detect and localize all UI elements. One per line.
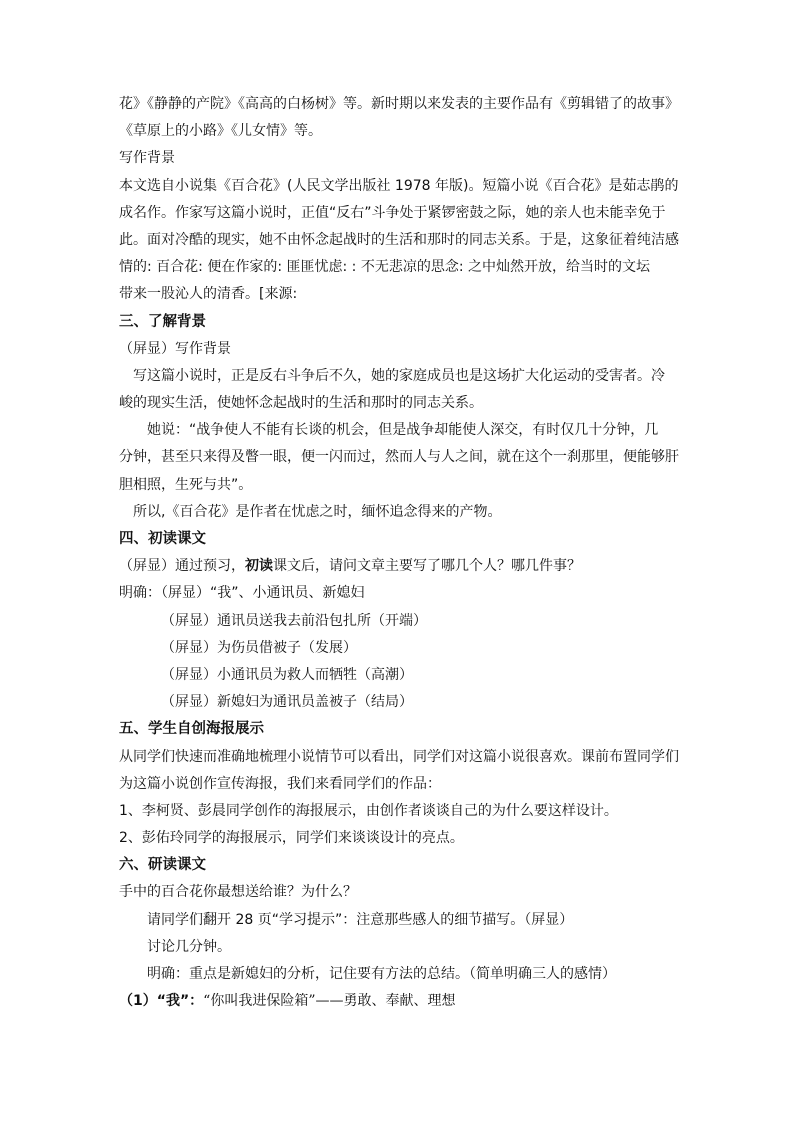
plot-event-3: （屏显）小通讯员为救人而牺牲（高潮） [161,666,413,683]
section-3-sub: （屏显）写作背景 [119,340,231,357]
section-3-para-1a: 写这篇小说时，正是反右斗争后不久，她的家庭成员也是这场扩大化运动的受害者。冷 [133,367,665,384]
background-line-1: 本文选自小说集《百合花》(人民文学出版社 1978 年版)。短篇小说《百合花》是茹志鹃的 [119,177,679,194]
writing-background-label: 写作背景 [119,150,175,167]
background-line-4: 情的: 百合花: 便在作家的: 匪匪忧虑: : 不无悲凉的思念: 之中灿然开放，给当时的文坛 [119,259,650,276]
plot-event-4: （屏显）新媳妇为通讯员盖被子（结局） [161,694,413,711]
section-6-question: 手中的百合花你最想送给谁？为什么？ [119,884,357,901]
section-4-answer: 明确：（屏显）“我”、小通讯员、新媳妇 [119,585,365,602]
section-3-quote-b: 分钟，甚至只来得及瞥一眼，便一闪而过，然而人与人之间，就在这个一刹那里，便能够肝 [119,449,679,466]
intro-line-2: 《草原上的小路》《儿女情》等。 [119,123,322,140]
section-4-question-pre: （屏显）通过预习， [119,558,245,575]
plot-event-2: （屏显）为伤员借被子（发展） [161,639,357,656]
section-5-item-2: 2、彭佑玲同学的海报展示，同学们来谈谈设计的亮点。 [119,830,464,847]
section-6-heading: 六、研读课文 [119,857,206,874]
section-5-para-2: 为这篇小说创作宣传海报，我们来看同学们的作品： [119,775,441,792]
section-4-question [119,553,679,580]
analysis-1-text: “你叫我进保险箱”——勇敢、奉献、理想 [203,993,456,1010]
section-5-para-1: 从同学们快速而准确地梳理小说情节可以看出，同学们对这篇小说很喜欢。课前布置同学们 [119,748,679,765]
section-3-conclusion: 所以,《百合花》是作者在忧虑之时，缅怀追念得来的产物。 [133,503,502,520]
section-5-item-1: 1、李柯贤、彭晨同学创作的海报展示，由创作者谈谈自己的为什么要这样设计。 [119,802,618,819]
section-3-heading: 三、了解背景 [119,313,206,330]
section-3-quote-c: 胆相照，生死与共”。 [119,476,253,493]
section-5-heading: 五、学生自创海报展示 [119,721,264,738]
section-4-question-bold: 初读 [245,558,273,575]
plot-event-1: （屏显）通讯员送我去前沿包扎所（开端） [161,612,427,629]
intro-line-1: 花》《静静的产院》《高高的白杨树》等。新时期以来发表的主要作品有《剪辑错了的故事》 [119,96,679,112]
section-6-task-3: 明确：重点是新媳妇的分析，记住要有方法的总结。（简单明确三人的感情） [147,966,616,982]
section-6-task-1: 请同学们翻开 28 页“学习提示”：注意那些感人的细节描写。（屏显） [147,911,574,928]
background-line-2: 成名作。作家写这篇小说时，正值“反右”斗争处于紧锣密鼓之际，她的亲人也未能幸免于 [119,204,666,221]
background-line-5: 带来一股沁人的清香。[来源: [119,286,298,303]
section-4-heading: 四、初读课文 [119,531,206,547]
analysis-1-label: （1）“我”： [119,993,204,1010]
background-line-3: 此。面对冷酷的现实，她不由怀念起战时的生活和那时的同志关系。于是，这象征着纯洁感 [119,231,679,248]
section-4-question-post: 课文后，请问文章主要写了哪几个人？哪几件事？ [273,558,581,575]
section-3-para-1b: 峻的现实生活，使她怀念起战时的生活和那时的同志关系。 [119,395,483,412]
document-body [119,91,679,1015]
section-6-analysis-1 [119,988,679,1015]
section-6-task-2: 讨论几分钟。 [147,938,231,955]
section-3-quote-a: 她说：“战争使人不能有长谈的机会，但是战争却能使人深交，有时仅几十分钟，几 [147,422,659,439]
